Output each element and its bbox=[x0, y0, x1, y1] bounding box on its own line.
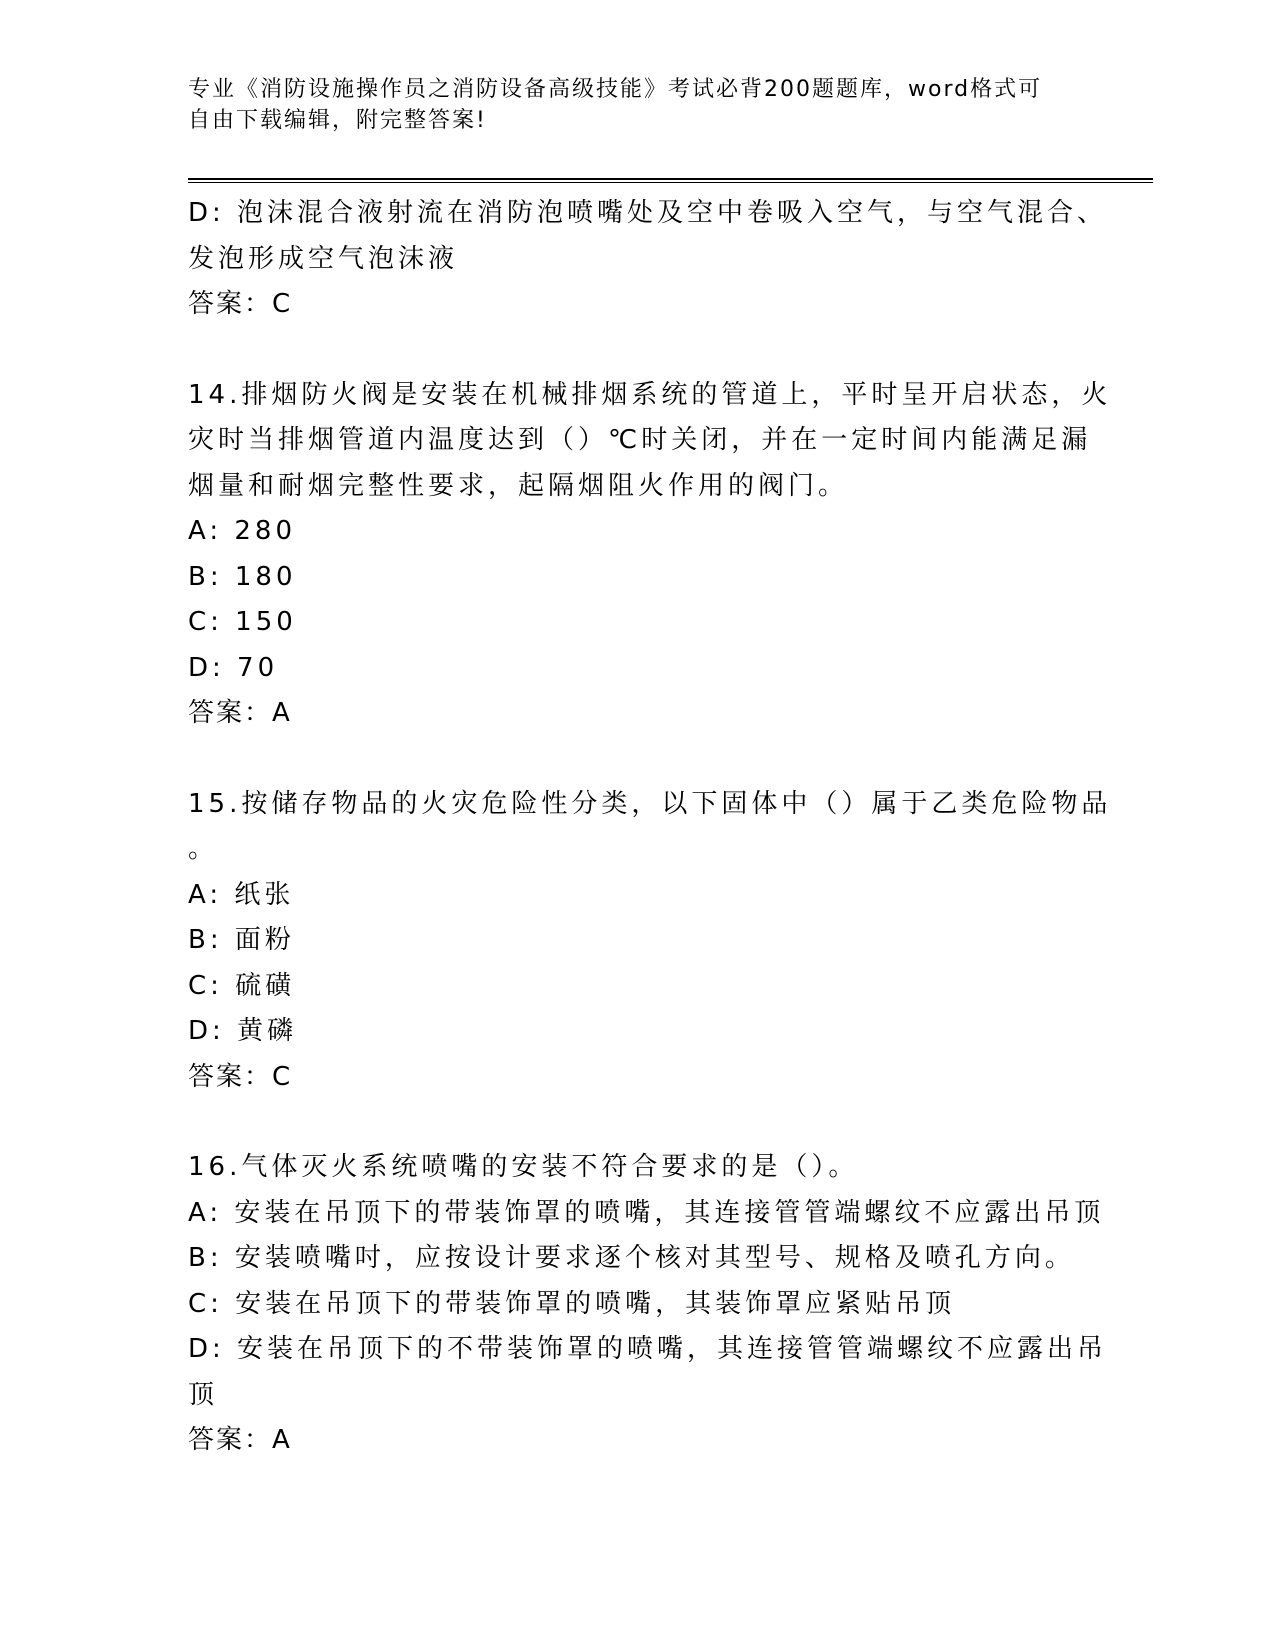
q14-stem-line-3: 烟量和耐烟完整性要求，起隔烟阻火作用的阀门。 bbox=[188, 470, 849, 501]
q16-option-c: C: 安装在吊顶下的带装饰罩的喷嘴，其装饰罩应紧贴吊顶 bbox=[188, 1288, 956, 1319]
header-line-1: 专业《消防设施操作员之消防设备高级技能》考试必背200题题库，word格式可 bbox=[188, 77, 1043, 102]
spacer bbox=[188, 1100, 1088, 1145]
q15-stem-line-2: 。 bbox=[188, 834, 219, 864]
q14-option-a: A: 280 bbox=[188, 516, 296, 546]
document-body bbox=[188, 191, 1112, 1464]
page-header bbox=[188, 74, 1088, 136]
question-14 bbox=[188, 373, 1112, 737]
q16-answer: 答案：A bbox=[188, 1425, 292, 1455]
q15-option-b: B: 面粉 bbox=[188, 925, 295, 955]
q13-answer: 答案：C bbox=[188, 289, 293, 319]
header-divider bbox=[188, 178, 1153, 183]
q16-option-b: B: 安装喷嘴吋，应按设计要求逐个核对其型号、规格及喷孔方向。 bbox=[188, 1243, 1075, 1273]
q15-option-d: D: 黄磷 bbox=[188, 1016, 298, 1046]
q15-stem-line-1: 15.按储存物品的火灾危险性分类，以下固体中（）属于乙类危险物品 bbox=[188, 788, 1112, 819]
q14-stem-line-2: 灾时当排烟管道内温度达到（）℃时关闭，并在一定时间内能满足漏 bbox=[188, 425, 1092, 455]
q14-option-c: C: 150 bbox=[188, 607, 297, 637]
q16-option-a: A: 安装在吊顶下的带装饰罩的喷嘴，其连接管管端螺纹不应露出吊顶 bbox=[188, 1197, 1105, 1228]
q15-option-a: A: 纸张 bbox=[188, 879, 295, 910]
q16-option-d-line-2: 顶 bbox=[188, 1379, 219, 1410]
q14-option-b: B: 180 bbox=[188, 561, 297, 592]
q16-stem-line-1: 16.气体灭火系统喷嘴的安装不符合要求的是（）。 bbox=[188, 1152, 859, 1182]
header-line-2: 自由下载编辑，附完整答案! bbox=[188, 108, 487, 133]
q14-answer: 答案：A bbox=[188, 698, 292, 728]
q13-option-d-line-1: D: 泡沫混合液射流在消防泡喷嘴处及空中卷吸入空气，与空气混合、 bbox=[188, 198, 1108, 228]
question-13-tail bbox=[188, 191, 1108, 328]
spacer bbox=[188, 328, 1088, 373]
spacer bbox=[188, 737, 1088, 782]
question-16 bbox=[188, 1145, 1108, 1464]
question-15 bbox=[188, 782, 1112, 1101]
q14-option-d: D: 70 bbox=[188, 652, 279, 683]
q13-option-d-line-2: 发泡形成空气泡沫液 bbox=[188, 243, 459, 274]
q16-option-d-line-1: D: 安装在吊顶下的不带装饰罩的喷嘴，其连接管管端螺纹不应露出吊 bbox=[188, 1334, 1108, 1364]
q15-option-c: C: 硫磺 bbox=[188, 970, 296, 1001]
q15-answer: 答案：C bbox=[188, 1061, 293, 1092]
q14-stem-line-1: 14.排烟防火阀是安装在机械排烟系统的管道上，平时呈开启状态，火 bbox=[188, 379, 1112, 410]
